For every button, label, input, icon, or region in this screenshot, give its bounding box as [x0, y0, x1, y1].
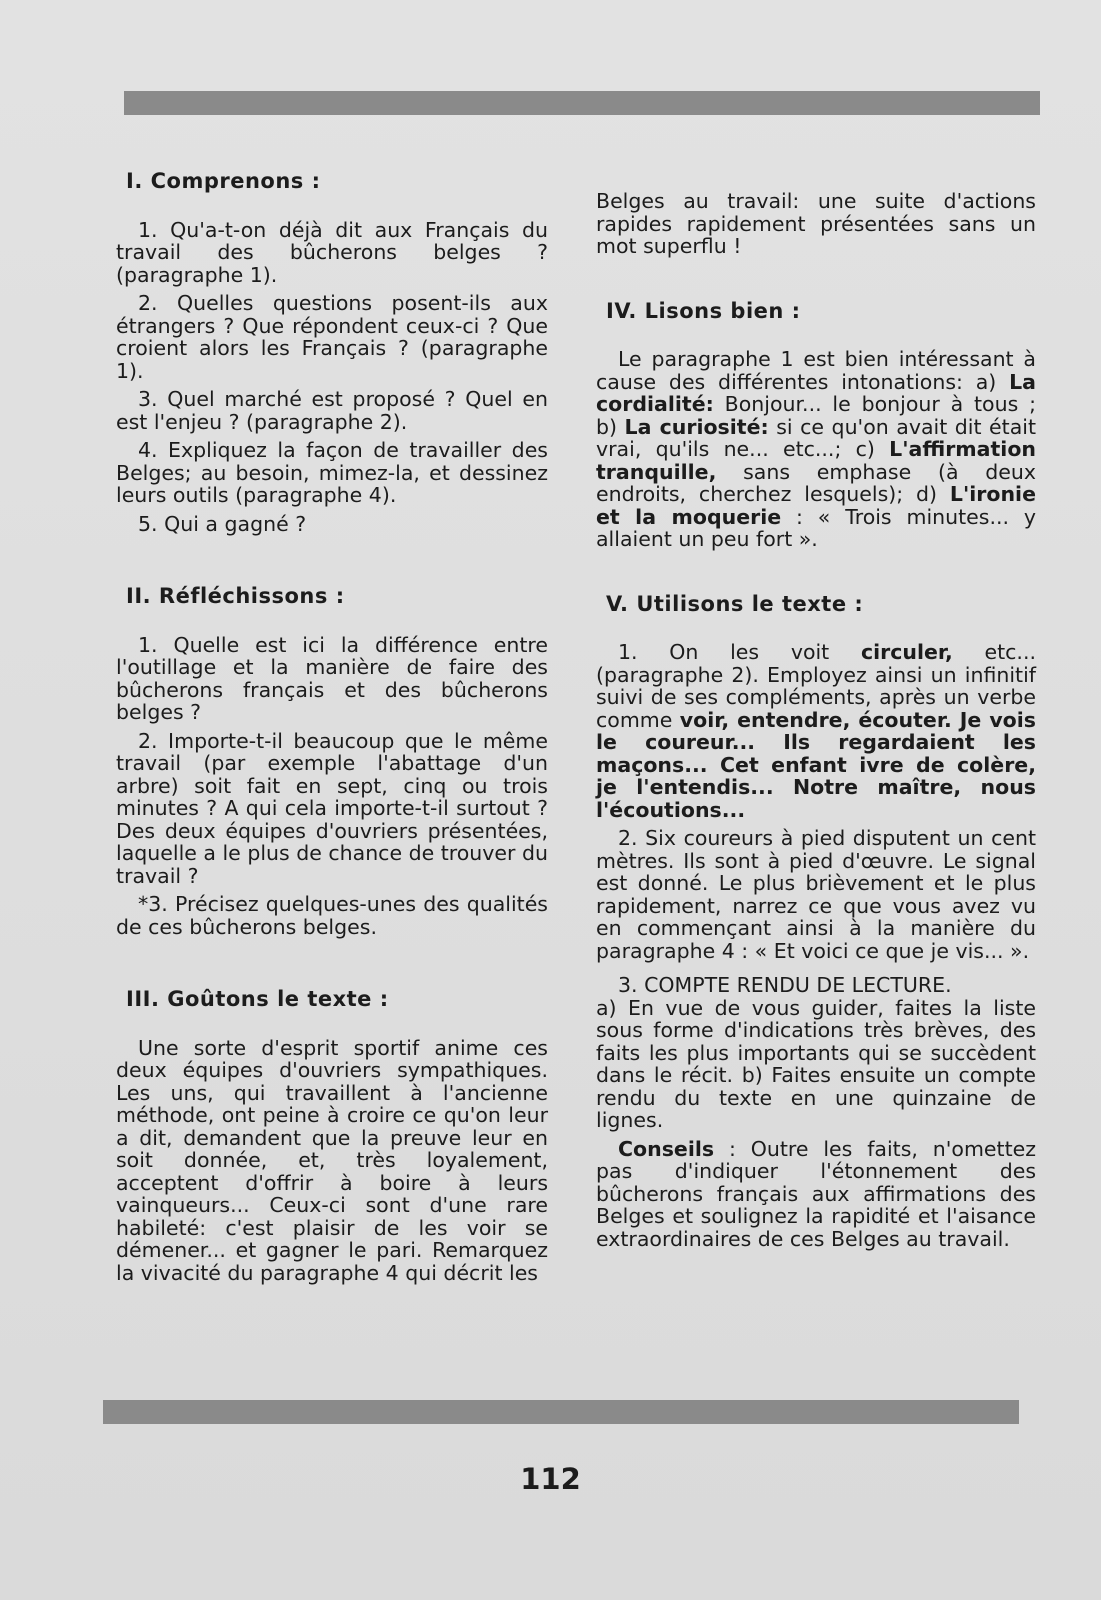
question: *3. Précisez quelques-unes des qualités de ces bûcherons belges. — [116, 892, 548, 939]
paragraph: 2. Six coureurs à pied disputent un cent mètres. Ils sont à pied d'œuvre. Le signal est donné. Le plus brièvement et le plus rapidement, narrez ce que vous avez vu en commençant ainsi à la manière du paragraphe 4 : « Et voici ce que je vis... ». — [596, 826, 1036, 963]
section-title-utilisons: V. Utilisons le texte : — [606, 591, 864, 616]
text-run: : Outre les faits, n'omettez pas d'indiquer l'étonnement des bûcherons français aux affirmations des Belges et soulignez la rapidité et l'aisance extraordinaires de ces Belges au travail. — [596, 1136, 1036, 1251]
bold-term: voir, entendre, écouter. Je vois le coureur... Ils regardaient les maçons... Cet enfant ivre de colère, je l'entendis... Notre maître, nous l'écoutions... — [596, 707, 1036, 822]
text-run: sans emphase (à deux endroits, cherchez lesquels); d) — [596, 459, 1036, 506]
section-title-comprenons: I. Comprenons : — [126, 169, 321, 193]
text-run: si ce qu'on avait dit était vrai, qu'ils ne... etc...; c) — [596, 414, 1036, 461]
section-title-reflechissons: II. Réfléchissons : — [126, 584, 345, 608]
subheading: 3. COMPTE RENDU DE LECTURE. — [618, 973, 952, 997]
paragraph: a) En vue de vous guider, faites la liste sous forme d'indications très brèves, des faits les plus importants qui se succèdent dans le récit. b) Faites ensuite un compte rendu du texte en une quinzaine de lignes. — [596, 995, 1036, 1132]
text-run: 1. On les voit — [618, 640, 861, 664]
text-run: etc... (paragraphe 2). Employez ainsi un infinitif suivi de ses compléments, après un verbe comme — [596, 640, 1036, 732]
bold-term: Conseils — [618, 1136, 715, 1161]
bold-term: L'affirmation tranquille, — [596, 437, 1036, 484]
question: 2. Importe-t-il beaucoup que le même travail (par exemple l'abattage d'un arbre) soit fait en sept, cinq ou trois minutes ? A qui cela importe-t-il surtout ? Des deux équipes d'ouvriers présentées, laquelle a le plus de chance de trouver du travail ? — [116, 728, 548, 888]
question: 5. Qui a gagné ? — [138, 511, 307, 536]
question: 1. Quelle est ici la différence entre l'outillage et la manière de faire des bûcherons français et des bûcherons belges ? — [116, 632, 548, 724]
bottom-rule — [103, 1400, 1019, 1424]
bold-term: L'ironie et la moquerie — [596, 482, 1036, 529]
paragraph — [596, 641, 1036, 821]
top-rule — [124, 91, 1040, 115]
bold-term: circuler, — [860, 640, 953, 664]
question: 4. Expliquez la façon de travailler des Belges; au besoin, mimez-la, et dessinez leurs outils (paragraphe 4). — [116, 438, 548, 507]
paragraph: Une sorte d'esprit sportif anime ces deux équipes d'ouvriers sympathiques. Les uns, qui travaillent à l'ancienne méthode, ont peine à croire ce qu'on leur a dit, demandent que la preuve leur en soit donnée, et, très loyalement, acceptent d'offrir à boire à leurs vainqueurs... Ceux-ci sont d'une rare habileté: c'est plaisir de les voir se démener... et gagner le pari. Remarquez la vivacité du paragraphe 4 qui décrit les — [116, 1035, 548, 1285]
paragraph — [596, 1138, 1036, 1251]
text-run: Bonjour... le bonjour à tous ; b) — [596, 392, 1036, 439]
bold-term: La cordialité: — [596, 369, 1036, 416]
page-number: 112 — [520, 1462, 581, 1496]
paragraph-continued: Belges au travail: une suite d'actions rapides rapidement présentées sans un mot superflu ! — [596, 189, 1036, 258]
section-title-goutons: III. Goûtons le texte : — [126, 987, 389, 1011]
bold-term: La curiosité: — [624, 414, 769, 439]
paragraph — [596, 348, 1036, 551]
section-title-lisons: IV. Lisons bien : — [606, 298, 801, 323]
right-column — [596, 190, 1036, 1256]
left-column — [116, 170, 548, 1290]
question: 3. Quel marché est proposé ? Quel en est l'enjeu ? (paragraphe 2). — [116, 387, 548, 434]
text-run: : « Trois minutes... y allaient un peu fort ». — [596, 504, 1036, 551]
question: 2. Quelles questions posent-ils aux étrangers ? Que répondent ceux-ci ? Que croient alors les Français ? (paragraphe 1). — [116, 291, 548, 383]
text-run: Le paragraphe 1 est bien intéressant à cause des différentes intonations: a) — [596, 347, 1036, 394]
question: 1. Qu'a-t-on déjà dit aux Français du travail des bûcherons belges ? (paragraphe 1). — [116, 217, 548, 287]
